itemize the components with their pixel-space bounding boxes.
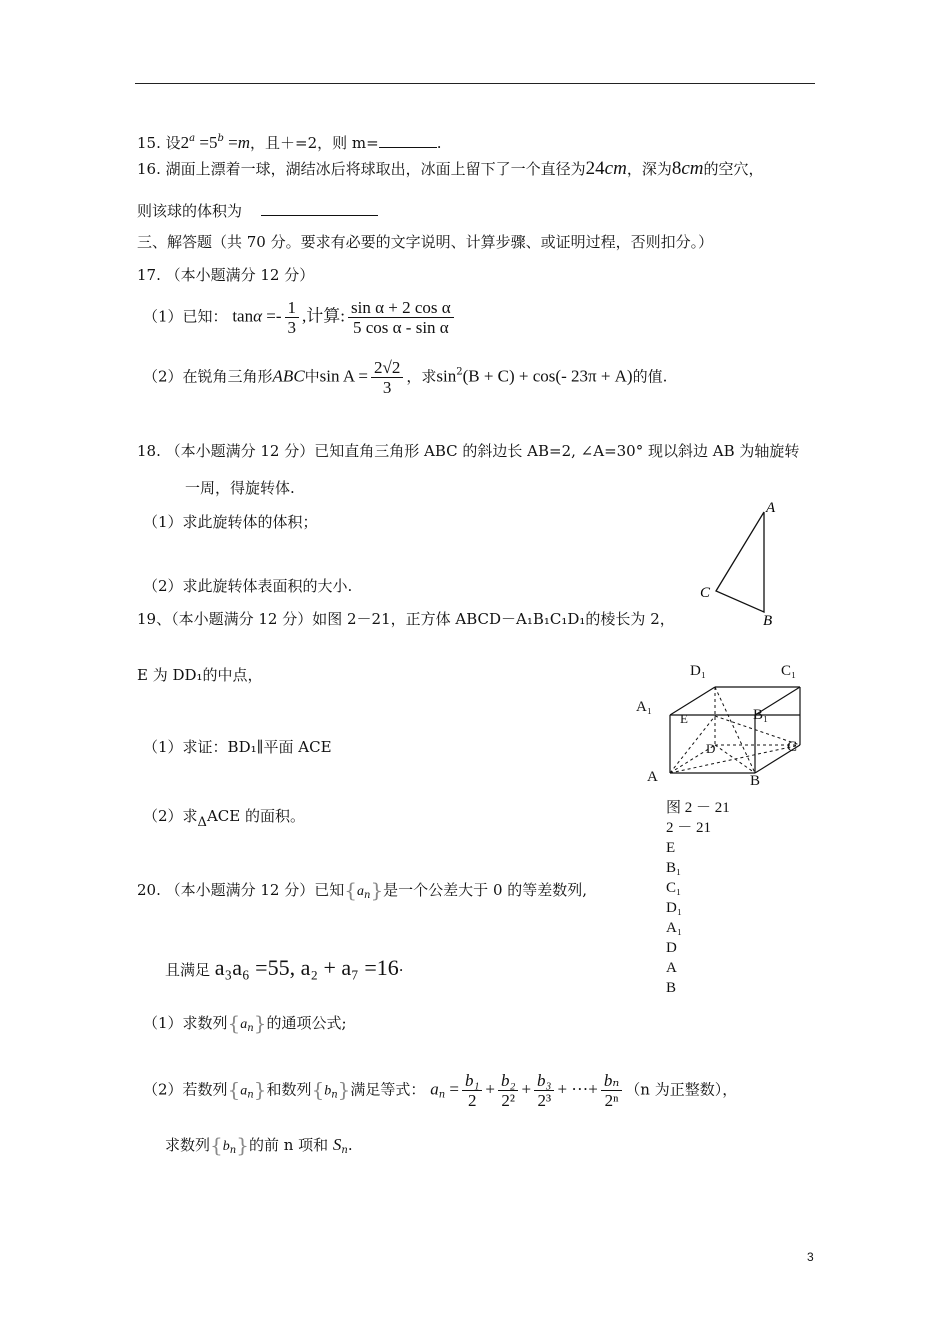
caption-label: B [666, 980, 677, 996]
caption-label: 2 － 21 [666, 820, 712, 836]
question-18-part2: （2）求此旋转体表面积的大小. [143, 577, 353, 595]
fraction-one-third: $\frac{1}{3}$ [285, 298, 300, 337]
caption-label: C₁ [666, 880, 682, 896]
answer-blank [379, 147, 437, 148]
header-rule [135, 83, 815, 84]
figure-caption-list [666, 798, 730, 998]
edge-A1D1 [670, 687, 715, 715]
cube-figure [630, 655, 820, 795]
question-17-part1: （1）已知： tanα =- $\frac{1}{3}$ ,计算: $\frac{\text{sin α + 2 cos α}}{\text{5 cos α - sin α}}$ [143, 298, 457, 337]
vertex-A: A [766, 500, 776, 516]
fraction-bn: $\frac{\text{bₙ}}{\text{2ⁿ}}$ [601, 1071, 622, 1110]
caption-label: A [666, 960, 677, 976]
question-18-line1: 18. （本小题满分 12 分）已知直角三角形 ABC 的斜边长 AB=2, ∠A=30° 现以斜边 AB 为轴旋转 [137, 442, 800, 460]
label-A: A [647, 769, 658, 785]
caption-label: A₁ [666, 920, 683, 936]
question-19-part1: （1）求证：BD₁∥平面 ACE [143, 738, 332, 756]
question-20-part2: （2）若数列$\{a_n\}$和数列$\{b_n\}$满足等式： $a_n$ = $\frac{\text{b₁}}{2}$ + $\frac{\text{b₂}}{\text{2²}}$ + $\frac{\text{b₃}}{\text{2³}}$ + ···+ $\frac{\text{bₙ}}{\text{2ⁿ}}$ （n 为正整数）， [143, 1071, 738, 1110]
diag-BD1 [715, 687, 755, 773]
question-16-line2: 则该球的体积为 [137, 201, 378, 221]
question-20-condition: 且满足 a₃a₆ =55, a₂ + a₇ =16· [165, 955, 404, 980]
question-16: 16. 湖面上漂着一球，湖结冰后将球取出，冰面上留下了一个直径为24cm，深为8cm的空穴， [137, 158, 764, 179]
question-20-last: 求数列$\{b_n\}$的前 n 项和 $S_n$. [165, 1133, 353, 1157]
question-17-part2: （2）在锐角三角形ABC中sin A = $\frac{2√2}{3}$ ，求$\sin^2(B + C) + \cos(-$ 23π + A)的值. [143, 358, 668, 397]
caption-label: D [666, 940, 677, 956]
vertex-B: B [763, 613, 773, 629]
page-number: 3 [807, 1250, 814, 1264]
label-C1: C₁ [781, 663, 797, 679]
question-19-line2: E 为 DD₁的中点， [137, 666, 263, 684]
question-15: 15. 设$2^a =5^b =m$，且＋=2，则 m= . [137, 133, 442, 152]
label-A1: A₁ [636, 699, 653, 715]
question-17-head: 17. （本小题满分 12 分） [137, 266, 315, 284]
question-20-part1: （1）求数列$\{a_n\}$的通项公式; [143, 1011, 347, 1035]
question-18-part1: （1）求此旋转体的体积； [143, 513, 318, 531]
figure-caption: 图 2 － 21 [666, 800, 730, 816]
caption-label: D₁ [666, 900, 683, 916]
question-19-part2: （2）求ΔACE 的面积。 [143, 807, 305, 830]
caption-label: E [666, 840, 676, 856]
label-B: B [750, 773, 761, 789]
caption-label: B₁ [666, 860, 682, 876]
answer-blank [261, 215, 378, 216]
fraction-b1: $\frac{\text{b₁}}{2}$ [462, 1071, 482, 1110]
label-B1: B₁ [753, 707, 769, 723]
fraction-b2: $\frac{\text{b₂}}{\text{2²}}$ [498, 1071, 518, 1110]
label-D: D [706, 741, 716, 756]
label-E: E [680, 711, 688, 726]
fraction-sinA: $\frac{2√2}{3}$ [371, 358, 403, 397]
label-C: C [787, 739, 798, 755]
question-19-line1: 19、（本小题满分 12 分）如图 2－21，正方体 ABCD－A₁B₁C₁D₁的棱长为 2， [137, 610, 675, 628]
question-20-head: 20. （本小题满分 12 分）已知$\{a_n\}$是一个公差大于 0 的等差数列, [137, 878, 588, 902]
label-D1: D₁ [690, 663, 707, 679]
section-heading: 三、解答题（共 70 分。要求有必要的文字说明、计算步骤、或证明过程，否则扣分。） [137, 233, 714, 251]
triangle-edges [716, 512, 764, 612]
question-18-line2: 一周，得旋转体. [185, 479, 295, 497]
vertex-C: C [700, 585, 711, 601]
fraction-b3: $\frac{\text{b₃}}{\text{2³}}$ [534, 1071, 554, 1110]
triangle-figure [690, 495, 790, 635]
fraction-trig-ratio: $\frac{\text{sin α + 2 cos α}}{\text{5 cos α - sin α}}$ [348, 298, 454, 337]
